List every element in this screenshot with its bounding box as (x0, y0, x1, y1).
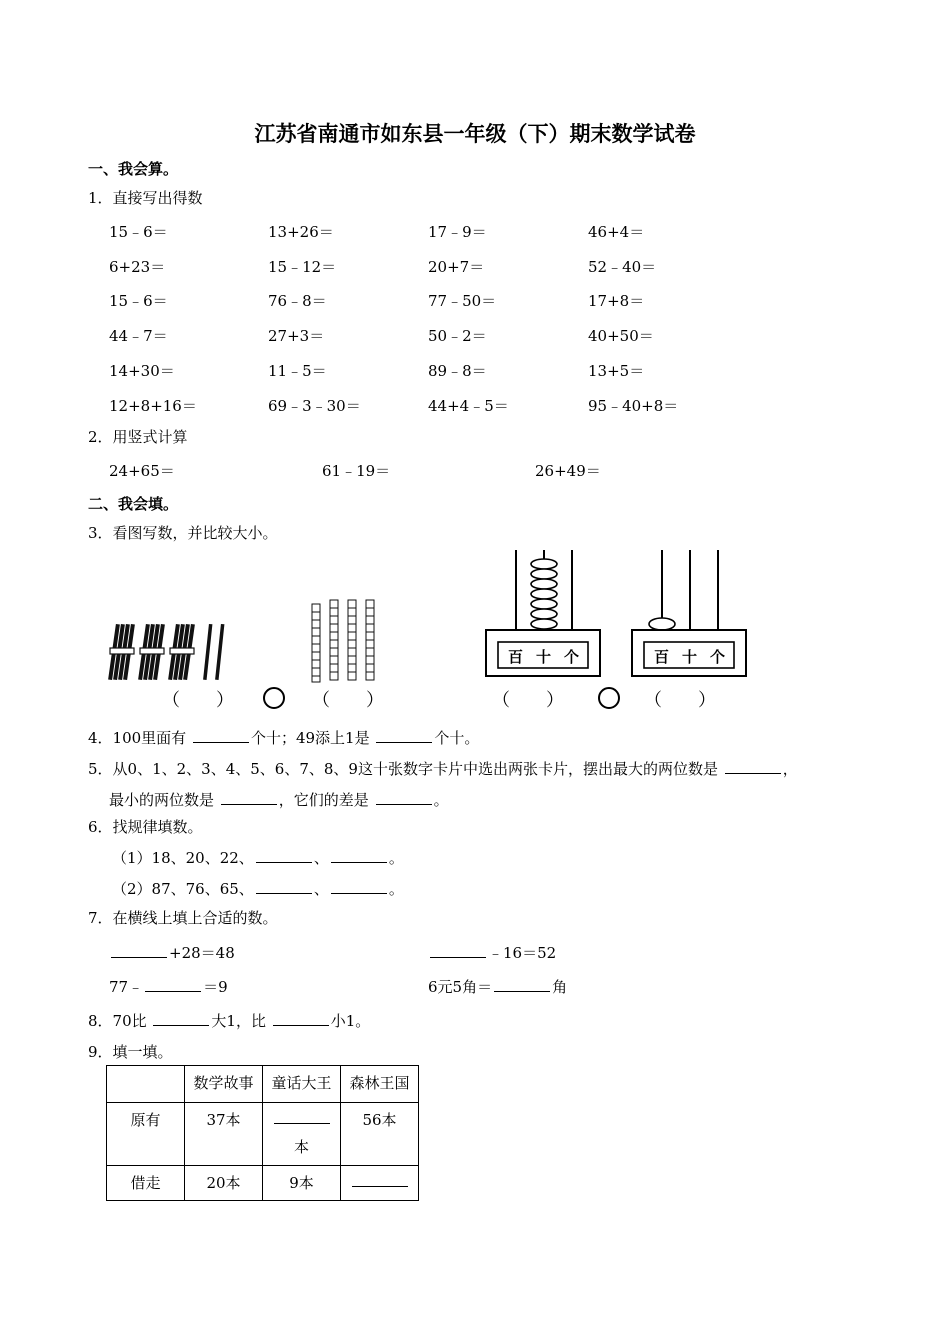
abacus-place-label: 百 (508, 648, 524, 666)
vertical-calc-item: 61﹣19＝ (322, 462, 391, 480)
calc-item: 17+8＝ (588, 292, 645, 310)
answer-paren: （ ） (312, 690, 384, 711)
calc-item: 27+3＝ (268, 327, 325, 345)
calc-item: 95﹣40+8＝ (588, 397, 679, 415)
calc-item: 89﹣8＝ (428, 362, 487, 380)
table-header-cell: 森林王国 (341, 1066, 419, 1103)
answer-blank[interactable] (273, 1011, 329, 1026)
answer-blank[interactable] (376, 728, 432, 743)
question-text: ， (782, 760, 798, 778)
compare-circle (599, 688, 619, 708)
question-text: 8．70比 (88, 1012, 147, 1030)
table-cell: 20本 (185, 1166, 263, 1201)
calc-item: 17﹣9＝ (428, 223, 487, 241)
answer-blank[interactable] (111, 943, 167, 958)
table-cell (341, 1166, 419, 1201)
calc-item: 76﹣8＝ (268, 292, 327, 310)
table-header-row (107, 1066, 419, 1103)
table-row (107, 1103, 419, 1166)
calc-item: 11﹣5＝ (268, 362, 327, 380)
book-table (106, 1065, 419, 1201)
calc-item: 44+4﹣5＝ (428, 397, 509, 415)
answer-blank[interactable] (376, 790, 432, 805)
pattern-separator: 、 (313, 849, 329, 867)
question-label: 9．填一填。 (88, 1043, 173, 1061)
question-text: 小1。 (330, 1012, 371, 1030)
answer-paren: （ ） (492, 690, 564, 711)
question-label: 3．看图写数，并比较大小。 (88, 524, 278, 542)
question-text: 。 (433, 791, 449, 809)
abacus-icon (632, 550, 746, 676)
answer-blank[interactable] (256, 879, 312, 894)
stick-bundles-icon (108, 624, 224, 680)
calc-item: 13+26＝ (268, 223, 334, 241)
question-label: 7．在横线上填上合适的数。 (88, 909, 278, 927)
row-label: 原有 (107, 1103, 185, 1166)
abacus-place-label: 十 (536, 648, 552, 666)
table-cell: 37本 (185, 1103, 263, 1166)
pattern-row (112, 847, 404, 868)
calc-item: 44﹣7＝ (109, 327, 168, 345)
calc-item: 52﹣40＝ (588, 258, 657, 276)
question-label: 2．用竖式计算 (88, 428, 188, 446)
answer-blank[interactable] (331, 848, 387, 863)
answer-blank[interactable] (430, 943, 486, 958)
answer-blank[interactable] (221, 790, 277, 805)
answer-blank[interactable] (352, 1172, 408, 1187)
calc-item: 69﹣3﹣30＝ (268, 397, 361, 415)
table-cell: 56本 (341, 1103, 419, 1166)
counting-figure (100, 548, 760, 716)
pattern-separator: 、 (313, 880, 329, 898)
answer-blank[interactable] (725, 759, 781, 774)
fill-text: 77﹣ (109, 978, 144, 996)
calc-item: 40+50＝ (588, 327, 654, 345)
question-5-line2 (109, 789, 449, 810)
pattern-text: （1）18、20、22、 (112, 849, 254, 867)
question-label: 1．直接写出得数 (88, 189, 203, 207)
fill-text: ＝9 (203, 978, 228, 996)
calc-item: 12+8+16＝ (109, 397, 197, 415)
fill-item (109, 976, 228, 997)
question-text: ，它们的差是 (278, 791, 369, 809)
fill-text: 角 (552, 978, 568, 996)
fill-text: 6元5角＝ (428, 978, 493, 996)
answer-blank[interactable] (153, 1011, 209, 1026)
unit-text: 本 (293, 1138, 309, 1156)
table-cell: 9本 (263, 1166, 341, 1201)
abacus-place-label: 个 (564, 648, 580, 666)
question-5 (88, 758, 798, 779)
table-header-cell: 童话大王 (263, 1066, 341, 1103)
section-heading: 二、我会填。 (88, 495, 179, 513)
question-text: 4．100里面有 (88, 729, 187, 747)
question-text: 个十；49添上1是 (250, 729, 370, 747)
table-cell (263, 1103, 341, 1166)
fill-text: ﹣16＝52 (488, 944, 557, 962)
answer-blank[interactable] (331, 879, 387, 894)
calc-item: 14+30＝ (109, 362, 175, 380)
answer-paren: （ ） (162, 690, 234, 711)
calc-item: 46+4＝ (588, 223, 645, 241)
calc-item: 15﹣6＝ (109, 223, 168, 241)
question-text: 5．从0、1、2、3、4、5、6、7、8、9这十张数字卡片中选出两张卡片，摆出最大的两位数是 (88, 760, 718, 778)
calc-item: 20+7＝ (428, 258, 485, 276)
answer-paren: （ ） (644, 690, 716, 711)
answer-blank[interactable] (256, 848, 312, 863)
answer-blank[interactable] (193, 728, 249, 743)
abacus-place-label: 十 (682, 648, 698, 666)
calc-item: 15﹣12＝ (268, 258, 337, 276)
abacus-icon (486, 550, 600, 676)
calc-item: 77﹣50＝ (428, 292, 497, 310)
cube-stacks-icon (312, 600, 374, 682)
abacus-place-label: 百 (654, 648, 670, 666)
answer-blank[interactable] (494, 977, 550, 992)
calc-item: 13+5＝ (588, 362, 645, 380)
fill-item (428, 976, 567, 997)
calc-item: 50﹣2＝ (428, 327, 487, 345)
page-title: 江苏省南通市如东县一年级（下）期末数学试卷 (254, 121, 696, 146)
question-text: 最小的两位数是 (109, 791, 215, 809)
pattern-text: （2）87、76、65、 (112, 880, 254, 898)
pattern-end: 。 (388, 880, 404, 898)
fill-item (428, 942, 556, 963)
question-text: 大1，比 (211, 1012, 266, 1030)
vertical-calc-item: 26+49＝ (535, 462, 601, 480)
abacus-place-label: 个 (710, 648, 726, 666)
table-row (107, 1166, 419, 1201)
answer-blank[interactable] (145, 977, 201, 992)
fill-item (109, 942, 235, 963)
table-header-cell (107, 1066, 185, 1103)
vertical-calc-item: 24+65＝ (109, 462, 175, 480)
row-label: 借走 (107, 1166, 185, 1201)
question-4 (88, 727, 479, 748)
pattern-end: 。 (388, 849, 404, 867)
question-8 (88, 1010, 370, 1031)
question-label: 6．找规律填数。 (88, 818, 203, 836)
question-text: 个十。 (434, 729, 480, 747)
pattern-row (112, 878, 404, 899)
section-heading: 一、我会算。 (88, 160, 179, 178)
table-header-cell: 数学故事 (185, 1066, 263, 1103)
answer-blank[interactable] (274, 1109, 330, 1124)
calc-item: 15﹣6＝ (109, 292, 168, 310)
calc-item: 6+23＝ (109, 258, 166, 276)
fill-text: +28＝48 (169, 944, 235, 962)
compare-circle (264, 688, 284, 708)
